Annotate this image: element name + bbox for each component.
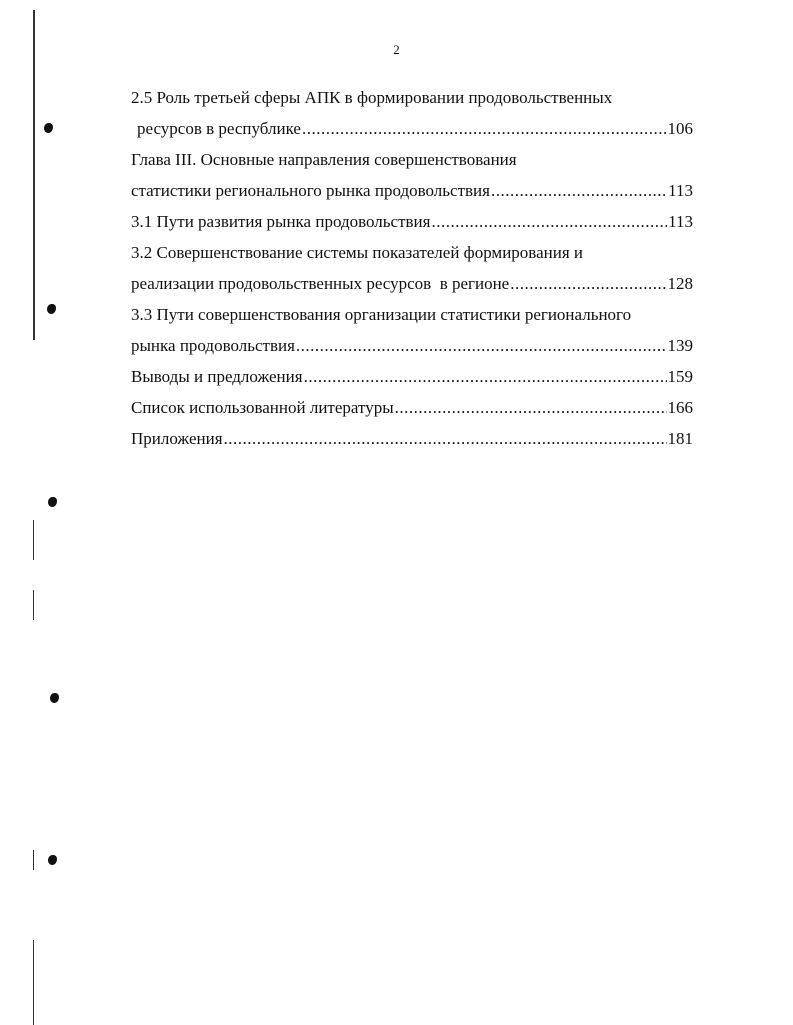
toc-entry-text: реализации продовольственных ресурсов в регионе	[131, 274, 510, 293]
binder-hole-mark	[47, 304, 56, 314]
toc-page-number: 159	[667, 367, 693, 386]
toc-page-number: 113	[668, 181, 693, 200]
toc-entry-text: статистики регионального рынка продовольствия	[131, 181, 490, 200]
toc-entry-text: 2.5 Роль третьей сферы АПК в формировании продовольственных	[131, 88, 613, 107]
toc-entry-text: рынка продовольствия	[131, 336, 295, 355]
toc-page-number: 181	[667, 429, 693, 448]
toc-entry-text: Глава III. Основные направления совершенствования	[131, 150, 517, 169]
scan-edge-line	[33, 520, 34, 560]
binder-hole-mark	[48, 855, 57, 865]
toc-entry	[131, 361, 693, 392]
binder-hole-mark	[44, 123, 53, 133]
dot-leader	[510, 268, 666, 299]
toc-entry	[131, 330, 693, 361]
toc-entry-text: 3.3 Пути совершенствования организации статистики регионального	[131, 305, 632, 324]
toc-page-number: 113	[668, 212, 693, 231]
toc-entry	[131, 268, 693, 299]
toc-page-number: 139	[667, 336, 693, 355]
scan-edge-line	[33, 590, 34, 620]
toc-entry	[131, 113, 693, 144]
dot-leader	[296, 330, 667, 361]
toc-entry-text: ресурсов в республике	[137, 119, 301, 138]
toc-entry	[131, 82, 693, 113]
scan-edge-line	[33, 850, 34, 870]
toc-entry	[131, 175, 693, 206]
toc-entry	[131, 144, 693, 175]
toc-entry-text: Выводы и предложения	[131, 367, 303, 386]
dot-leader	[395, 392, 667, 423]
binder-hole-mark	[50, 693, 59, 703]
dot-leader	[304, 361, 667, 392]
toc-page-number: 166	[667, 398, 693, 417]
toc-entry	[131, 299, 693, 330]
toc-entry	[131, 206, 693, 237]
toc-entry-text: 3.2 Совершенствование системы показателей формирования и	[131, 243, 584, 262]
dot-leader	[224, 423, 667, 454]
table-of-contents	[131, 82, 693, 454]
toc-page-number: 128	[667, 274, 693, 293]
toc-entry-text: Список использованной литературы	[131, 398, 394, 417]
toc-page-number: 106	[667, 119, 693, 138]
scan-edge-line	[33, 10, 35, 340]
binder-hole-mark	[48, 497, 57, 507]
toc-entry	[131, 392, 693, 423]
scan-edge-line	[33, 940, 34, 1025]
dot-leader	[302, 113, 667, 144]
toc-entry	[131, 423, 693, 454]
toc-entry-text: 3.1 Пути развития рынка продовольствия	[131, 212, 431, 231]
page-number: 2	[393, 42, 400, 57]
dot-leader	[491, 175, 667, 206]
toc-entry	[131, 237, 693, 268]
toc-entry-text: Приложения	[131, 429, 223, 448]
dot-leader	[431, 206, 667, 237]
